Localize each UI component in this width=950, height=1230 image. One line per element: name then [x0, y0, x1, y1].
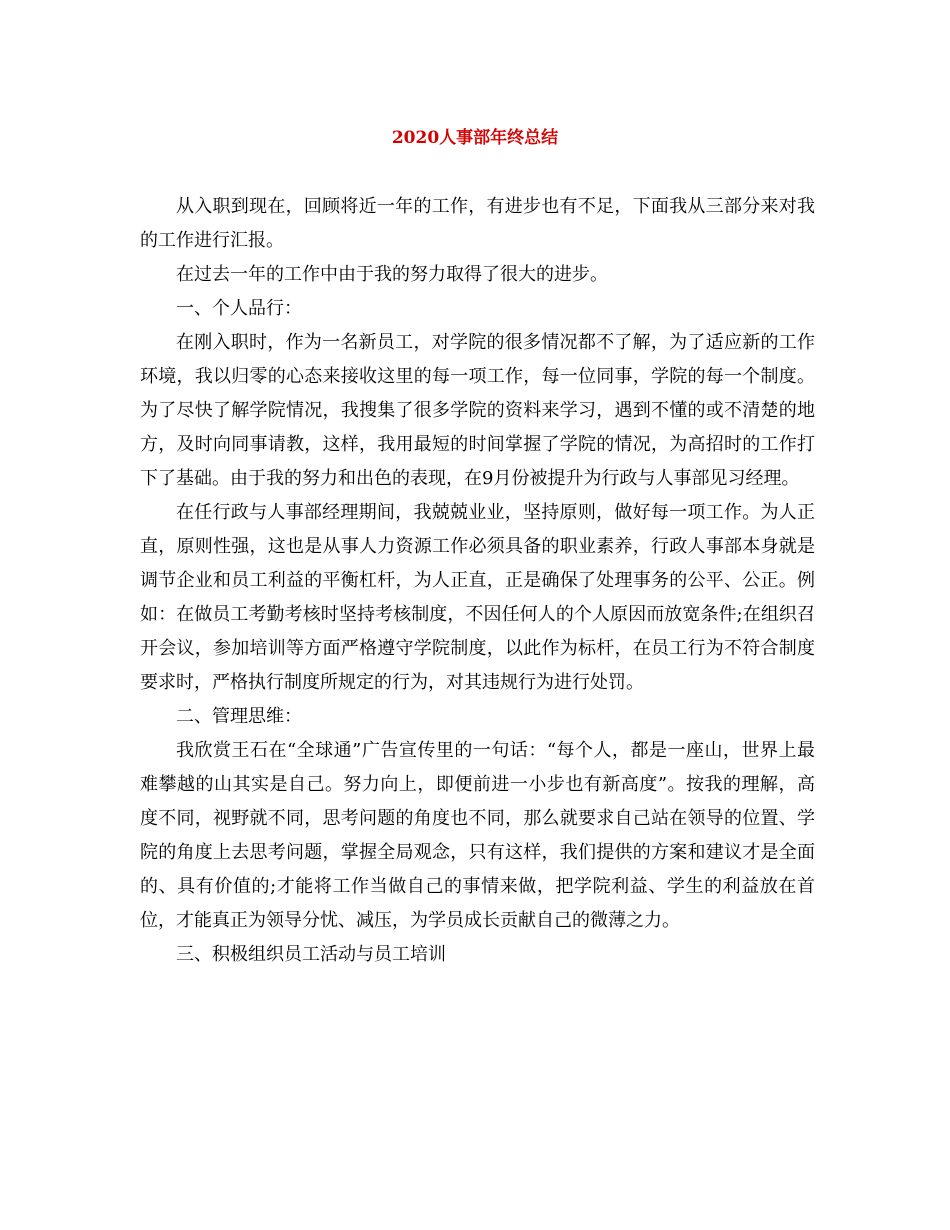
section-heading-personal-conduct: 一、个人品行：: [176, 298, 302, 319]
document-body: [140, 190, 815, 972]
section-heading-activities-training: 三、积极组织员工活动与员工培训: [176, 944, 446, 965]
section-heading-management-thinking: 二、管理思维：: [176, 706, 302, 727]
paragraph-progress: 在过去一年的工作中由于我的努力取得了很大的进步。: [176, 264, 608, 285]
paragraph-intro: 从入职到现在，回顾将近一年的工作，有进步也有不足，下面我从三部分来对我的工作进行汇报。: [140, 196, 815, 251]
paragraph-manager-duties: 在任行政与人事部经理期间，我兢兢业业，坚持原则，做好每一项工作。为人正直，原则性强，这也是从事人力资源工作必须具备的职业素养，行政人事部本身就是调节企业和员工利益的平衡杠杆，为人正直，正是确保了处理事务的公平、公正。例如：在做员工考勤考核时坚持考核制度，不因任何人的个人原因而放宽条件;在组织召开会议，参加培训等方面严格遵守学院制度，以此作为标杆，在员工行为不符合制度要求时，严格执行制度所规定的行为，对其违规行为进行处罚。: [140, 502, 815, 693]
paragraph-onboarding: 在刚入职时，作为一名新员工，对学院的很多情况都不了解，为了适应新的工作环境，我以归零的心态来接收这里的每一项工作，每一位同事，学院的每一个制度。为了尽快了解学院情况，我搜集了很多学院的资料来学习，遇到不懂的或不清楚的地方，及时向同事请教，这样，我用最短的时间掌握了学院的情况，为高招时的工作打下了基础。由于我的努力和出色的表现，在9月份被提升为行政与人事部见习经理。: [140, 332, 815, 489]
document-title: 2020人事部年终总结: [391, 128, 559, 148]
paragraph-perspective: 我欣赏王石在“全球通”广告宣传里的一句话：“每个人，都是一座山，世界上最难攀越的山其实是自己。努力向上，即便前进一小步也有新高度”。按我的理解，高度不同，视野就不同，思考问题的角度也不同，那么就要求自己站在领导的位置、学院的角度上去思考问题，掌握全局观念，只有这样，我们提供的方案和建议才是全面的、具有价值的;才能将工作当做自己的事情来做，把学院利益、学生的利益放在首位，才能真正为领导分忧、减压，为学员成长贡献自己的微薄之力。: [140, 740, 815, 931]
